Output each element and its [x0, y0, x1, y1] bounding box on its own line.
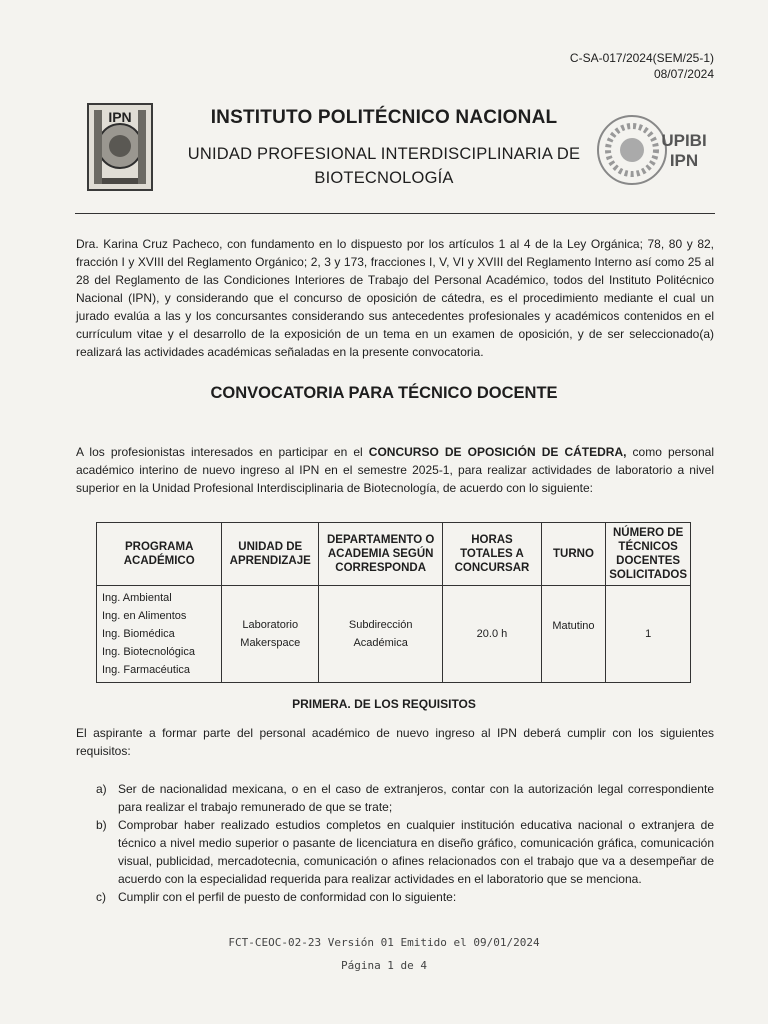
table-row — [97, 586, 691, 683]
header-divider — [75, 213, 715, 214]
list-item-text: Ser de nacionalidad mexicana, o en el caso de extranjeros, contar con la autorización legal correspondiente para realizar el trabajo remunerado de que se trate; — [118, 782, 714, 814]
upibi-logo-text: UPIBI — [661, 131, 707, 150]
header-departamento: DEPARTAMENTO O ACADEMIA SEGÚN CORRESPONDA — [319, 523, 443, 586]
unit-title-line1: UNIDAD PROFESIONAL INTERDISCIPLINARIA DE — [187, 145, 581, 163]
call-text-pre: A los profesionistas interesados en participar en el — [76, 445, 363, 459]
header-turno: TURNO — [541, 523, 606, 586]
footer-page-number: Página 1 de 4 — [340, 959, 428, 972]
header-unidad: UNIDAD DE APRENDIZAJE — [222, 523, 319, 586]
positions-table — [96, 522, 691, 683]
list-marker: a) — [96, 782, 107, 796]
list-item-text: Cumplir con el perfil de puesto de conformidad con lo siguiente: — [118, 890, 457, 904]
list-item-text: Comprobar haber realizado estudios completos en cualquier institución educativa nacional o extranjera de técnico a nivel medio superior o pasante de licenciatura en diseño gráfico, comunicación gráfica, comunicación visual, publicidad, mercadotecnia, comunicación o afines relacionados con el trabajo que va a desempeñar de acuerdo con la especialidad requerida para realizar actividades en el laboratorio que se menciona. — [118, 818, 714, 886]
call-text-post: como personal académico interino de nuevo ingreso al IPN en el semestre 2025-1, para realizar actividades de laboratorio a nivel superior en la Unidad Profesional Interdisciplinaria de Biotecnología, de acuerdo con lo siguiente: — [76, 445, 714, 495]
call-paragraph — [76, 443, 714, 497]
footer-version: FCT-CEOC-02-23 Versión 01 Emitido el 09/01/2024 — [228, 936, 540, 949]
list-item — [96, 816, 714, 888]
ipn-logo — [80, 98, 160, 196]
program-item: Ing. Biomédica — [102, 628, 175, 640]
list-marker: c) — [96, 890, 106, 904]
unidad-cell: Laboratorio Makerspace — [222, 586, 319, 683]
unit-title — [150, 142, 618, 190]
reference-date: 08/07/2024 — [653, 67, 714, 81]
program-item: Ing. en Alimentos — [102, 610, 187, 622]
intro-paragraph: Dra. Karina Cruz Pacheco, con fundamento en lo dispuesto por los artículos 1 al 4 de la Ley Orgánica; 78, 80 y 82, fracción I y XVIII del Reglamento Orgánico; 2, 3 y 173, fracciones I, V, VI y XVIII del Reglamento Interno así como 25 al 28 del Reglamento de las Condiciones Interiores de Trabajo del Personal Académico, todos del Instituto Politécnico Nacional (IPN), y considerando que el concurso de oposición de cátedra, es el procedimiento mediante el cual un jurado evalúa a las y los concursantes considerando sus antecedentes profesionales y académicos contenidos en el currículum vitae y el desarrollo de la exposición de un tema en un examen de oposición, y de ser seleccionado(a) realizará las actividades académicas señaladas en la presente convocatoria. — [76, 237, 714, 359]
program-item: Ing. Farmacéutica — [102, 664, 191, 676]
header-programa: PROGRAMA ACADÉMICO — [97, 523, 222, 586]
horas-cell: 20.0 h — [443, 586, 541, 683]
section-title-requisitos: PRIMERA. DE LOS REQUISITOS — [292, 697, 476, 711]
header-horas: HORAS TOTALES A CONCURSAR — [443, 523, 541, 586]
reference-code: C-SA-017/2024(SEM/25-1) — [569, 51, 714, 65]
programs-cell — [97, 586, 222, 683]
unit-title-line2: BIOTECNOLOGÍA — [314, 169, 454, 187]
call-text-bold: CONCURSO DE OPOSICIÓN DE CÁTEDRA, — [368, 445, 627, 459]
departamento-cell: Subdirección Académica — [319, 586, 443, 683]
numero-cell: 1 — [606, 586, 691, 683]
program-item: Ing. Biotecnológica — [102, 646, 195, 658]
reference-block — [570, 50, 714, 82]
institution-title: INSTITUTO POLITÉCNICO NACIONAL — [210, 107, 558, 128]
ipn-logo-text: IPN — [108, 109, 132, 125]
list-item — [96, 780, 714, 816]
header-numero: NÚMERO DE TÉCNICOS DOCENTES SOLICITADOS — [606, 523, 691, 586]
turno-cell: Matutino — [541, 586, 606, 683]
requirements-list — [96, 780, 714, 906]
upibi-logo — [592, 112, 716, 188]
upibi-logo-subtext: IPN — [669, 151, 699, 170]
program-item: Ing. Ambiental — [102, 592, 172, 604]
requirements-intro: El aspirante a formar parte del personal académico de nuevo ingreso al IPN deberá cumplir con los siguientes requisitos: — [76, 726, 714, 758]
list-marker: b) — [96, 818, 107, 832]
convocatoria-title: CONVOCATORIA PARA TÉCNICO DOCENTE — [210, 384, 558, 402]
table-header-row — [97, 523, 691, 586]
list-item — [96, 888, 714, 906]
